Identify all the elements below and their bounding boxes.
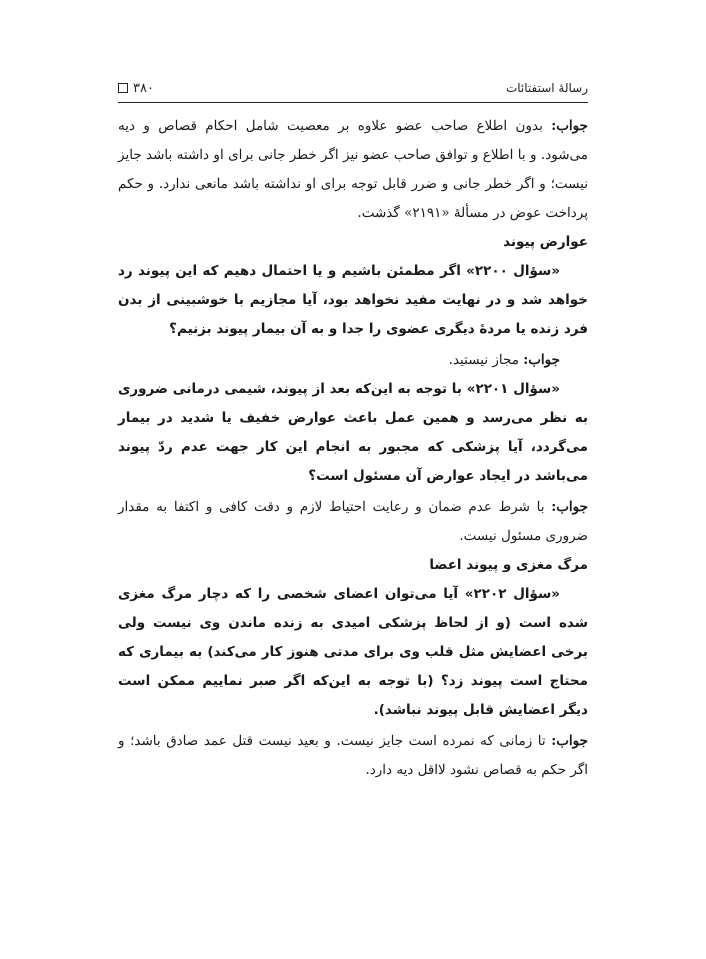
answer-label: جواب:: [551, 499, 588, 515]
question-2200: «سؤال ۲۲۰۰» اگر مطمئن باشیم و یا احتمال دهیم که این پیوند رد خواهد شد و در نهایت مفید نخواهد بود، آیا مجازیم با خوشبینی از بدن فرد زنده یا مردۀ دیگری عضوی را جدا و به آن بیمار پیوند بزنیم؟: [118, 263, 588, 337]
page-content: [118, 112, 588, 785]
answer-2201: [118, 493, 588, 551]
answer-text: با شرط عدم ضمان و رعایت احتیاط لازم و دقت کافی و اکتفا به مقدار ضروری مسئول نیست.: [118, 499, 588, 544]
answer-label: جواب:: [551, 733, 588, 749]
section-heading-brain-death: مرگ مغزی و پیوند اعضا: [429, 557, 588, 573]
answer-text: مجاز نیستید.: [448, 352, 524, 368]
answer-label: جواب:: [551, 118, 588, 134]
question-2201: «سؤال ۲۲۰۱» با توجه به این‌که بعد از پیوند، شیمی درمانی ضروری به نظر می‌رسد و همین عمل باعث عوارض خفیف یا شدید در بیمار می‌گردد، آیا پزشکی که مجبور به انجام این کار جهت عدم ردّ پیوند می‌باشد در ایجاد عوارض آن مسئول است؟: [118, 381, 588, 484]
page-number: ۳۸۰: [133, 80, 154, 96]
answer-2200: [118, 346, 588, 375]
header-rule: [118, 102, 588, 103]
section-heading-transplant-complications: عوارض پیوند: [503, 234, 588, 250]
page-number-group: [118, 81, 154, 96]
square-bullet-icon: [118, 83, 128, 93]
continuation-answer: [118, 112, 588, 228]
page-header: [118, 76, 588, 100]
answer-text: بدون اطلاع صاحب عضو علاوه بر معصیت شامل احکام قصاص و دیه می‌شود. و با اطلاع و توافق صاحب عضو نیز اگر خطر جانی برای او داشته باشد جایز نیست؛ و اگر خطر جانی و ضرر قابل توجه برای او نداشته باشد مانعی ندارد. و حکم پرداخت عوض در مسألۀ «۲۱۹۱» گذشت.: [118, 118, 588, 221]
answer-text: تا زمانی که نمرده است جایز نیست. و بعید نیست قتل عمد صادق باشد؛ و اگر حکم به قصاص نشود لااقل دیه دارد.: [118, 733, 588, 778]
running-title: رسالۀ استفتائات: [505, 81, 588, 95]
answer-label: جواب:: [523, 352, 560, 368]
question-2202: «سؤال ۲۲۰۲» آیا می‌توان اعضای شخصی را که دچار مرگ مغزی شده است (و از لحاظ پزشکی امیدی به زنده ماندن وی نیست ولی برخی اعضایش مثل قلب وی برای مدتی هنوز کار می‌کند) به بیماری که محتاج است پیوند زد؟ (با توجه به این‌که اگر صبر نماییم ممکن است دیگر اعضایش قابل پیوند نباشد).: [118, 586, 588, 718]
answer-2202: [118, 727, 588, 785]
